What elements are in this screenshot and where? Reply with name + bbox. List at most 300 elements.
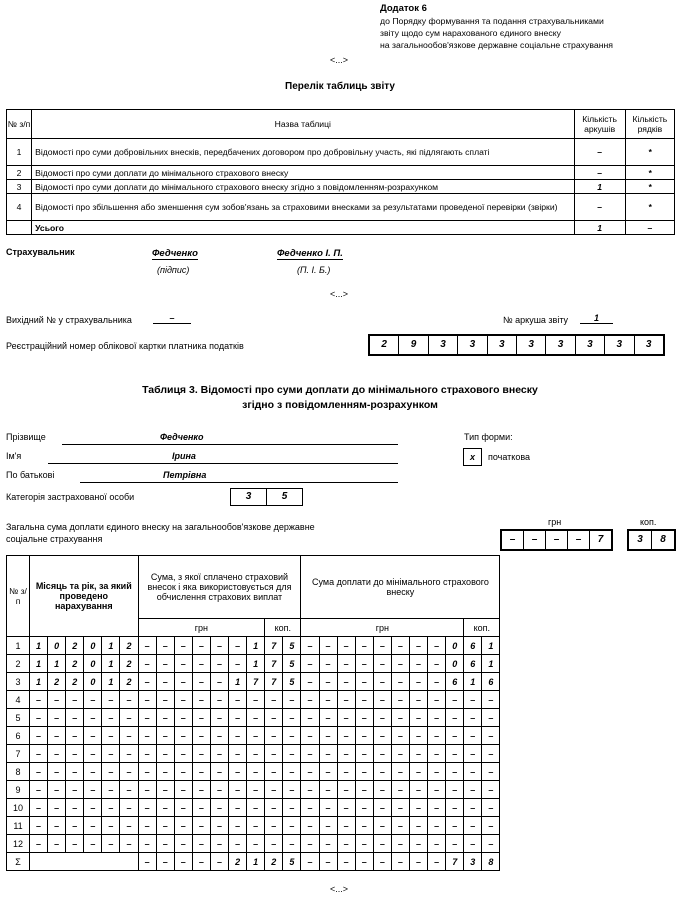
total-rows: – [625,221,674,235]
extra-cell: – [409,709,427,727]
base-cell: – [210,637,228,655]
extra-cell: – [464,763,482,781]
appendix-line: звіту щодо сум нарахованого єдиного внеску [380,28,561,38]
row-number: 1 [7,139,32,166]
table-row [7,166,675,180]
month-cell: – [66,709,84,727]
taxid-digit: 3 [487,336,516,354]
extra-cell: – [464,799,482,817]
extra-cell: – [482,709,500,727]
month-cell: 1 [30,637,48,655]
month-cell: – [30,745,48,763]
base-cell: 7 [265,655,283,673]
extra-cell: – [301,691,319,709]
taxid-digit: 3 [428,336,457,354]
extra-cell: – [409,691,427,709]
extra-cell: 6 [482,673,500,691]
month-cell: – [30,781,48,799]
base-cell: – [283,781,301,799]
base-cell: – [283,691,301,709]
taxid-digit: 3 [516,336,545,354]
column-header: № з/п [7,556,30,637]
table3-title-line: згідно з повідомленням-розрахунком [242,399,438,411]
extra-cell: – [482,691,500,709]
extra-cell: – [319,673,337,691]
extra-cell: – [337,637,355,655]
extra-cell: – [391,673,409,691]
extra-cell: – [482,727,500,745]
extra-cell: – [301,835,319,853]
extra-cell: – [482,817,500,835]
sum-base-cell: 5 [283,853,301,871]
base-cell: – [138,691,156,709]
extra-cell: – [391,835,409,853]
extra-cell: – [319,655,337,673]
base-cell: – [210,799,228,817]
extra-cell: – [373,637,391,655]
month-cell: 0 [84,637,102,655]
extra-cell: – [355,655,373,673]
signature-value: Федченко [152,248,198,259]
base-cell: – [174,817,192,835]
sum-extra-cell: – [391,853,409,871]
base-cell: – [210,673,228,691]
total-kop-digit: 3 [637,534,643,545]
extra-cell: – [446,691,464,709]
base-cell: – [138,835,156,853]
base-cell: – [229,763,247,781]
sheet-number-label: № аркуша звіту [503,315,569,325]
sum-extra-cell: – [428,853,446,871]
month-cell: – [102,763,120,781]
table3-title-line: Таблиця 3. Відомості про суми доплати до мінімального страхового внеску [142,384,538,396]
month-cell: – [120,817,138,835]
insurer-name-value: Федченко І. П. [277,248,343,259]
base-cell: – [229,799,247,817]
base-cell: – [192,655,210,673]
base-cell: – [156,709,174,727]
base-cell: – [210,745,228,763]
base-cell: – [156,727,174,745]
row-number: 10 [7,799,30,817]
table-row [7,139,675,166]
subheader-grn: грн [138,619,265,637]
month-cell: 1 [30,673,48,691]
total-kop-digit: 8 [651,531,674,549]
extra-cell: 1 [482,655,500,673]
base-cell: – [156,691,174,709]
extra-cell: – [373,817,391,835]
patronymic-label: По батькові [6,470,55,480]
table-row [7,691,500,709]
extra-cell: – [373,709,391,727]
base-cell: – [138,817,156,835]
base-cell: – [156,745,174,763]
sum-label: Σ [7,853,30,871]
month-cell: 1 [30,655,48,673]
table-row [7,745,500,763]
appendix-line: на загальнообов'язкове державне соціальне страхування [380,40,613,50]
extra-cell: 6 [446,673,464,691]
extra-cell: – [355,727,373,745]
extra-cell: – [319,709,337,727]
base-cell: – [174,781,192,799]
extra-cell: – [409,817,427,835]
extra-cell: – [482,781,500,799]
total-extra-label-line: Загальна сума доплати єдиного внеску на загальнообов'язкове державне [6,522,315,532]
month-cell: – [48,799,66,817]
base-cell: – [265,709,283,727]
base-cell: – [247,709,265,727]
extra-cell: – [373,799,391,817]
base-cell: – [210,781,228,799]
base-cell: – [156,781,174,799]
total-grn-digit: – [545,531,567,549]
insurer-name-caption: (П. І. Б.) [297,265,331,275]
table-row [7,180,675,194]
base-cell: – [192,727,210,745]
base-cell: – [229,709,247,727]
base-cell: 1 [247,655,265,673]
sum-base-cell: 2 [265,853,283,871]
taxid-boxes [368,334,665,356]
base-cell: – [265,727,283,745]
extra-cell: – [355,781,373,799]
extra-cell: – [446,745,464,763]
taxid-digit: 3 [545,336,574,354]
month-cell: – [120,727,138,745]
month-cell: – [30,817,48,835]
table3-grid [6,555,500,871]
base-cell: – [156,817,174,835]
column-header: Сума, з якої сплачено страховий внесок і яка використовується для обчислення страхових виплат [138,556,301,619]
extra-cell: – [301,799,319,817]
month-cell: – [84,709,102,727]
row-name: Відомості про суми доплати до мінімального страхового внеску згідно з повідомленням-розрахунком [32,180,574,194]
patronymic-value: Петрівна [163,470,207,480]
row-sheets: 1 [574,180,625,194]
extra-cell: – [337,673,355,691]
total-extra-label-line: соціальне страхування [6,534,103,544]
extra-cell: – [428,799,446,817]
extra-cell: – [355,799,373,817]
month-cell: – [120,691,138,709]
subheader-kop: коп. [265,619,301,637]
taxid-digit: 3 [634,336,663,354]
extra-cell: – [409,763,427,781]
base-cell: – [265,781,283,799]
base-cell: – [210,763,228,781]
extra-cell: – [446,817,464,835]
month-cell: – [102,799,120,817]
extra-cell: – [464,709,482,727]
total-blank [7,221,32,235]
month-cell: – [30,727,48,745]
month-cell: – [120,835,138,853]
extra-cell: – [301,817,319,835]
appendix-subtitle [380,15,613,51]
row-name: Відомості про збільшення або зменшення сум зобов'язань за страховими внесками за результатами проведеної перевірки (звірки) [32,194,574,221]
outgoing-number-value: – [153,313,191,324]
column-header: № з/п [7,110,32,139]
month-cell: – [48,727,66,745]
base-cell: – [174,835,192,853]
month-cell: – [84,781,102,799]
base-cell: – [174,637,192,655]
month-cell: – [120,745,138,763]
patronymic-line [80,482,398,483]
extra-cell: – [337,691,355,709]
extra-cell: – [319,637,337,655]
row-number: 4 [7,691,30,709]
extra-cell: – [301,637,319,655]
total-row [7,221,675,235]
extra-cell: – [446,763,464,781]
extra-cell: – [482,763,500,781]
extra-cell: – [428,655,446,673]
month-cell: – [120,781,138,799]
base-cell: – [247,745,265,763]
column-header: Кількість рядків [625,110,674,139]
month-cell: 1 [48,655,66,673]
extra-cell: – [355,763,373,781]
base-cell: – [283,835,301,853]
sum-extra-cell: – [337,853,355,871]
extra-cell: – [373,691,391,709]
row-number: 11 [7,817,30,835]
form-type-label: Тип форми: [464,432,513,442]
base-cell: – [156,835,174,853]
month-cell: 2 [66,637,84,655]
total-grn-digit: – [509,534,516,545]
base-cell: – [192,637,210,655]
extra-cell: – [409,637,427,655]
extra-cell: – [428,727,446,745]
month-cell: – [48,781,66,799]
extra-cell: – [391,637,409,655]
month-cell: 2 [66,655,84,673]
month-cell: – [66,691,84,709]
base-cell: 7 [265,637,283,655]
base-cell: – [247,817,265,835]
base-cell: – [283,727,301,745]
month-cell: – [48,745,66,763]
month-cell: – [66,835,84,853]
base-cell: – [174,691,192,709]
firstname-label: Ім'я [6,451,22,461]
extra-cell: 1 [482,637,500,655]
base-cell: – [138,727,156,745]
month-cell: – [102,691,120,709]
sum-base-cell: 1 [247,853,265,871]
extra-cell: – [319,817,337,835]
taxid-digit: 3 [457,336,486,354]
extra-cell: – [337,745,355,763]
base-cell: – [174,655,192,673]
base-cell: – [192,817,210,835]
row-number: 3 [7,180,32,194]
month-cell: – [48,691,66,709]
month-cell: – [84,835,102,853]
extra-cell: – [337,709,355,727]
month-cell: – [66,727,84,745]
surname-value: Федченко [160,432,204,442]
sum-base-cell: – [192,853,210,871]
extra-cell: – [337,799,355,817]
base-cell: – [229,781,247,799]
row-number: 6 [7,727,30,745]
surname-line [62,444,398,445]
base-cell: – [229,817,247,835]
extra-cell: – [446,799,464,817]
base-cell: 7 [265,673,283,691]
sum-base-cell: – [210,853,228,871]
row-count: * [625,139,674,166]
base-cell: – [138,781,156,799]
extra-cell: – [373,655,391,673]
table-row [7,709,500,727]
extra-cell: – [428,709,446,727]
extra-cell: – [446,835,464,853]
month-cell: – [84,817,102,835]
column-header: Кількість аркушів [574,110,625,139]
sum-row [7,853,500,871]
month-cell: – [66,781,84,799]
extra-cell: – [409,673,427,691]
base-cell: – [210,655,228,673]
extra-cell: – [319,727,337,745]
month-cell: – [102,709,120,727]
extra-cell: – [464,691,482,709]
extra-cell: – [319,835,337,853]
extra-cell: – [409,745,427,763]
extra-cell: – [373,673,391,691]
total-kop-boxes [627,529,676,551]
extra-cell: – [373,763,391,781]
total-sheets: 1 [574,221,625,235]
base-cell: – [247,727,265,745]
base-cell: – [174,673,192,691]
month-cell: – [120,709,138,727]
extra-cell: – [301,763,319,781]
base-cell: – [138,745,156,763]
extra-cell: – [409,727,427,745]
base-cell: – [265,745,283,763]
month-cell: 2 [120,673,138,691]
base-cell: – [229,727,247,745]
extra-cell: 6 [464,655,482,673]
table-row [7,194,675,221]
taxid-label: Реєстраційний номер облікової картки платника податків [6,341,244,351]
extra-cell: – [482,799,500,817]
extra-cell: – [428,745,446,763]
base-cell: – [174,799,192,817]
grn-label: грн [548,517,562,527]
extra-cell: 0 [446,655,464,673]
extra-cell: – [464,781,482,799]
row-name: Відомості про суми доплати до мінімального страхового внеску [32,166,574,180]
extra-cell: – [428,835,446,853]
sum-extra-cell: – [301,853,319,871]
extra-cell: – [482,745,500,763]
month-cell: – [66,799,84,817]
sum-extra-cell: – [319,853,337,871]
row-count: * [625,180,674,194]
total-grn-digit: – [523,531,545,549]
extra-cell: – [464,817,482,835]
base-cell: – [174,709,192,727]
appendix-title: Додаток 6 [380,3,427,14]
month-cell: 0 [84,655,102,673]
row-number: 2 [7,655,30,673]
row-count: * [625,166,674,180]
month-cell: 1 [102,637,120,655]
row-number: 5 [7,709,30,727]
sum-extra-cell: 7 [446,853,464,871]
month-cell: – [30,835,48,853]
base-cell: – [247,799,265,817]
base-cell: – [247,691,265,709]
row-number: 7 [7,745,30,763]
report-list-title: Перелік таблиць звіту [285,81,395,92]
extra-cell: 1 [464,673,482,691]
column-header: Назва таблиці [32,110,574,139]
base-cell: – [265,835,283,853]
base-cell: – [283,817,301,835]
extra-cell: – [428,781,446,799]
month-cell: – [84,763,102,781]
month-cell: – [30,709,48,727]
row-number: 1 [7,637,30,655]
sum-extra-cell: – [355,853,373,871]
base-cell: – [192,709,210,727]
extra-cell: – [446,727,464,745]
extra-cell: – [409,781,427,799]
base-cell: 1 [229,673,247,691]
row-number: 2 [7,166,32,180]
sum-base-cell: – [138,853,156,871]
column-header: Сума доплати до мінімального страхового внеску [301,556,500,619]
base-cell: 5 [283,673,301,691]
table-row [7,799,500,817]
table3-header-row [7,556,500,619]
base-cell: – [247,835,265,853]
month-cell: – [84,691,102,709]
extra-cell: 0 [446,637,464,655]
sum-extra-cell: – [409,853,427,871]
row-sheets: – [574,166,625,180]
base-cell: 5 [283,637,301,655]
extra-cell: – [337,727,355,745]
kop-label: коп. [640,517,657,527]
extra-cell: – [409,835,427,853]
sum-extra-cell: 8 [482,853,500,871]
sum-base-cell: 2 [229,853,247,871]
month-cell: – [66,763,84,781]
table-header-row [7,110,675,139]
base-cell: – [174,727,192,745]
subheader-grn: грн [301,619,464,637]
row-name: Відомості про суми добровільних внесків, передбачених договором про добровільну участь, які підлягають сплаті [32,139,574,166]
total-label: Усього [32,221,574,235]
form-type-value: початкова [488,452,531,462]
month-cell: – [66,817,84,835]
extra-cell: – [337,781,355,799]
extra-cell: – [446,709,464,727]
category-label: Категорія застрахованої особи [6,492,135,502]
base-cell: – [283,709,301,727]
sum-base-cell: – [156,853,174,871]
